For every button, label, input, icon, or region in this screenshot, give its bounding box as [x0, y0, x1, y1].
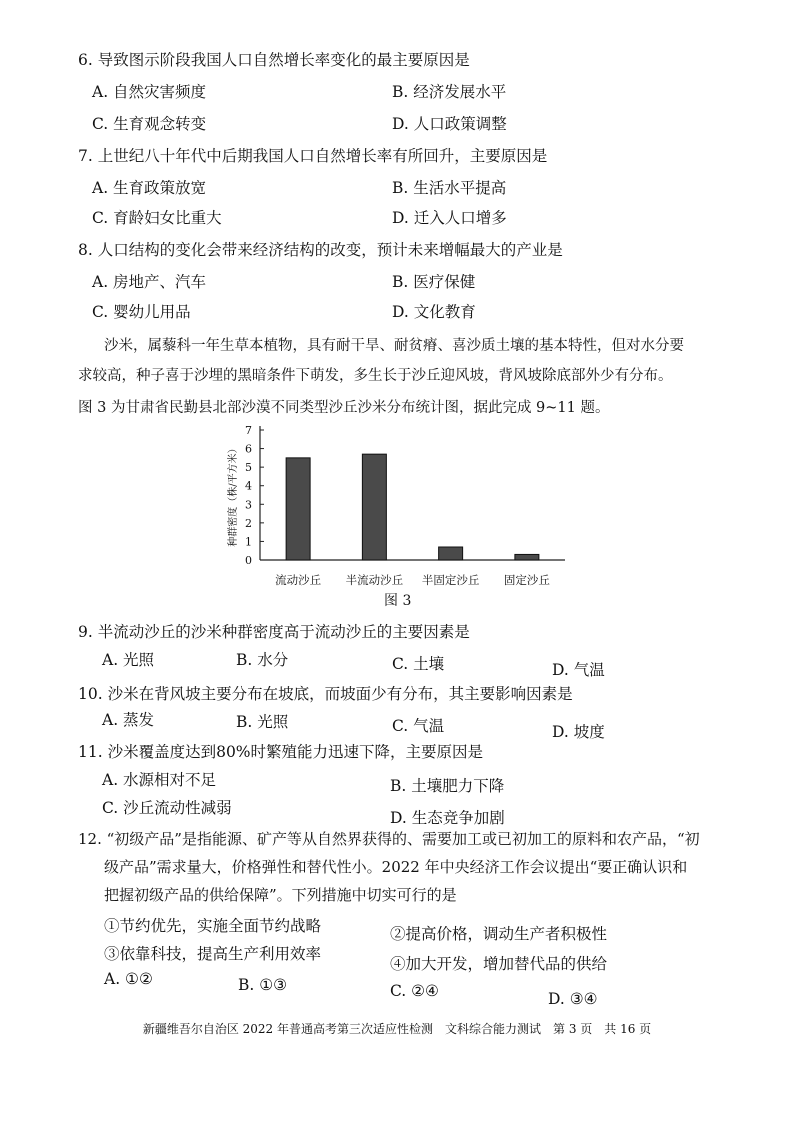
- question-9-option-d: D. 气温: [552, 661, 605, 679]
- question-10-option-a: A. 蒸发: [102, 711, 155, 729]
- y-tick-label: 0: [245, 554, 252, 567]
- passage-line-3: 图 3 为甘肃省民勤县北部沙漠不同类型沙丘沙米分布统计图，据此完成 9~11 题。: [78, 400, 610, 416]
- question-11-option-d: D. 生态竞争加剧: [390, 809, 505, 827]
- page-footer: 新疆维吾尔自治区 2022 年普通高考第三次适应性检测 文科综合能力测试 第 3 页 共 16 页: [142, 1022, 652, 1036]
- question-6-option-b: B. 经济发展水平: [392, 83, 507, 101]
- y-axis-label: 种群密度（株/平方米）: [228, 443, 239, 547]
- y-tick-label: 1: [245, 535, 252, 549]
- question-8-option-a: A. 房地产、汽车: [92, 273, 207, 291]
- question-7-option-a: A. 生育政策放宽: [92, 179, 207, 197]
- question-9-stem: 9. 半流动沙丘的沙米种群密度高于流动沙丘的主要因素是: [78, 623, 470, 641]
- question-12-line-3: 把握初级产品的供给保障”。下列措施中切实可行的是: [104, 886, 457, 904]
- question-9-option-a: A. 光照: [102, 651, 155, 669]
- question-12-line-1: 12. “初级产品”是指能源、矿产等从自然界获得的、需要加工或已初加工的原料和农产品，“初: [78, 830, 700, 848]
- question-11-option-a: A. 水源相对不足: [102, 771, 217, 789]
- question-6-option-c: C. 生育观念转变: [92, 115, 207, 133]
- y-tick-label: 7: [245, 424, 252, 437]
- question-10-option-b: B. 光照: [236, 713, 289, 731]
- question-7-stem: 7. 上世纪八十年代中后期我国人口自然增长率有所回升，主要原因是: [78, 147, 548, 165]
- question-12-statement-3: ③依靠科技，提高生产利用效率: [104, 945, 322, 963]
- y-tick-label: 5: [245, 461, 252, 475]
- x-tick-label: 流动沙丘: [275, 573, 322, 587]
- question-11-option-c: C. 沙丘流动性减弱: [102, 799, 232, 817]
- figure-3-bar-chart: [220, 420, 580, 610]
- question-11-stem: 11. 沙米覆盖度达到80%时繁殖能力迅速下降，主要原因是: [78, 743, 484, 761]
- question-7-option-b: B. 生活水平提高: [392, 179, 507, 197]
- question-7-option-d: D. 迁入人口增多: [392, 209, 507, 227]
- question-12-statement-1: ①节约优先，实施全面节约战略: [104, 917, 322, 935]
- y-tick-label: 2: [245, 516, 252, 530]
- y-tick-label: 4: [245, 479, 252, 493]
- question-12-statement-2: ②提高价格，调动生产者积极性: [390, 925, 608, 943]
- x-tick-label: 固定沙丘: [503, 573, 550, 587]
- figure-caption: 图 3: [384, 593, 412, 609]
- y-tick-label: 3: [245, 498, 252, 512]
- question-10-stem: 10. 沙米在背风坡主要分布在坡底，而坡面少有分布，其主要影响因素是: [78, 685, 573, 703]
- question-6-stem: 6. 导致图示阶段我国人口自然增长率变化的最主要原因是: [78, 51, 470, 69]
- question-9-option-c: C. 土壤: [392, 655, 445, 673]
- question-12-option-a: A. ①②: [104, 970, 153, 988]
- question-12-option-d: D. ③④: [548, 990, 598, 1008]
- bar: [439, 547, 463, 560]
- question-9-option-b: B. 水分: [236, 651, 289, 669]
- question-11-option-b: B. 土壤肥力下降: [390, 777, 505, 795]
- bar: [362, 454, 386, 560]
- x-tick-label: 半固定沙丘: [421, 573, 480, 587]
- passage-line-1: 沙米，属藜科一年生草本植物，具有耐干旱、耐贫瘠、喜沙质土壤的基本特性，但对水分要: [104, 338, 684, 354]
- passage-line-2: 求较高，种子喜于沙埋的黑暗条件下萌发，多生长于沙丘迎风坡，背风坡除底部外少有分布。: [78, 368, 673, 384]
- question-8-option-c: C. 婴幼儿用品: [92, 303, 191, 321]
- y-tick-label: 6: [245, 442, 252, 456]
- question-7-option-c: C. 育龄妇女比重大: [92, 209, 222, 227]
- question-8-stem: 8. 人口结构的变化会带来经济结构的改变，预计未来增幅最大的产业是: [78, 241, 563, 259]
- question-10-option-c: C. 气温: [392, 717, 445, 735]
- question-6-option-a: A. 自然灾害频度: [92, 83, 207, 101]
- bar: [515, 554, 539, 560]
- question-6-option-d: D. 人口政策调整: [392, 115, 507, 133]
- question-12-statement-4: ④加大开发，增加替代品的供给: [390, 955, 608, 973]
- question-8-option-d: D. 文化教育: [392, 303, 476, 321]
- question-8-option-b: B. 医疗保健: [392, 273, 476, 291]
- question-12-option-b: B. ①③: [238, 976, 288, 994]
- question-12-line-2: 级产品”需求量大，价格弹性和替代性小。2022 年中央经济工作会议提出“要正确认识和: [104, 858, 688, 876]
- x-tick-label: 半流动沙丘: [345, 573, 404, 587]
- bar: [286, 458, 310, 560]
- question-10-option-d: D. 坡度: [552, 723, 605, 741]
- question-12-option-c: C. ②④: [390, 982, 439, 1000]
